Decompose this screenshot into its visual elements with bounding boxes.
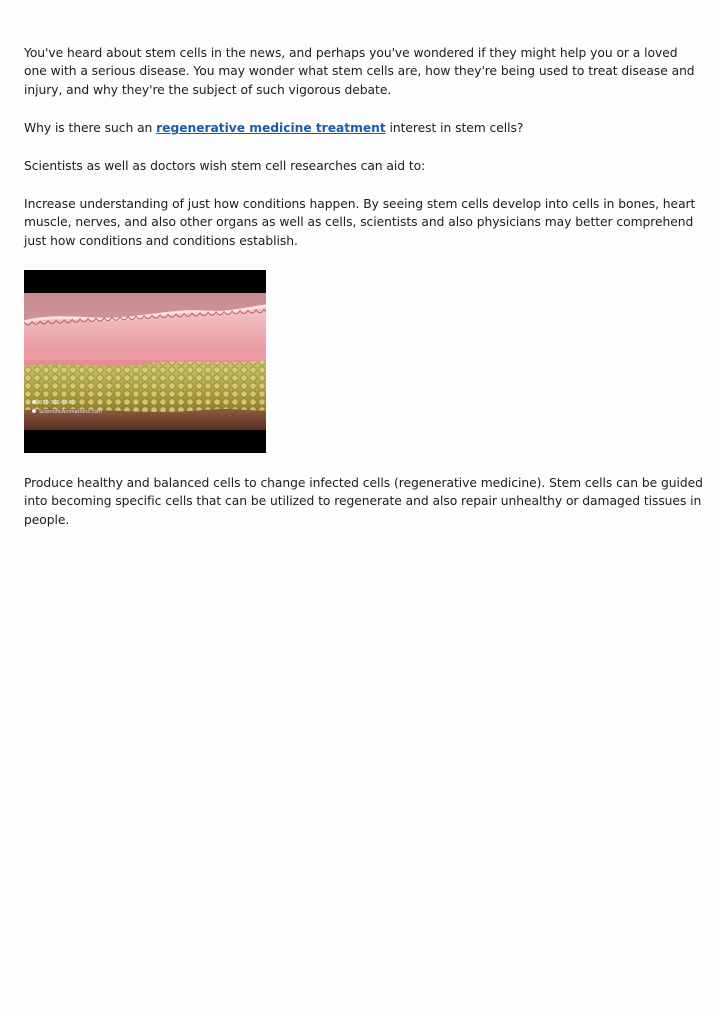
- question-text-before: Why is there such an: [24, 121, 157, 136]
- watermark-phone: 973-762-5547: [39, 400, 75, 406]
- question-text-after: interest in stem cells?: [385, 121, 524, 136]
- regenerative-medicine-link[interactable]: regenerative medicine treatment: [156, 121, 386, 136]
- understanding-paragraph: Increase understanding of just how conditions happen. By seeing stem cells develop into cells in bones, heart muscle, nerves, and also other organs as well as cells, scientists and also physicians may better comprehend just how conditions and conditions establish.: [24, 197, 696, 248]
- article-body: [24, 44, 700, 250]
- skin-tissue-image: [24, 270, 266, 453]
- produce-paragraph: Produce healthy and balanced cells to change infected cells (regenerative medicine). Stem cells can be guided into becoming specific cells that can be utilized to regenerate and also repair unhealthy or damaged tissues in people.: [24, 476, 703, 527]
- question-paragraph: [24, 119, 700, 137]
- watermark-site: ScientificAnimations.com: [39, 409, 103, 415]
- intro-paragraph: You've heard about stem cells in the news, and perhaps you've wondered if they might help you or a loved one with a serious disease. You may wonder what stem cells are, how they're being used to treat disease and injury, and why they're the subject of such vigorous debate.: [24, 46, 695, 97]
- aid-paragraph: Scientists as well as doctors wish stem cell researches can aid to:: [24, 158, 426, 173]
